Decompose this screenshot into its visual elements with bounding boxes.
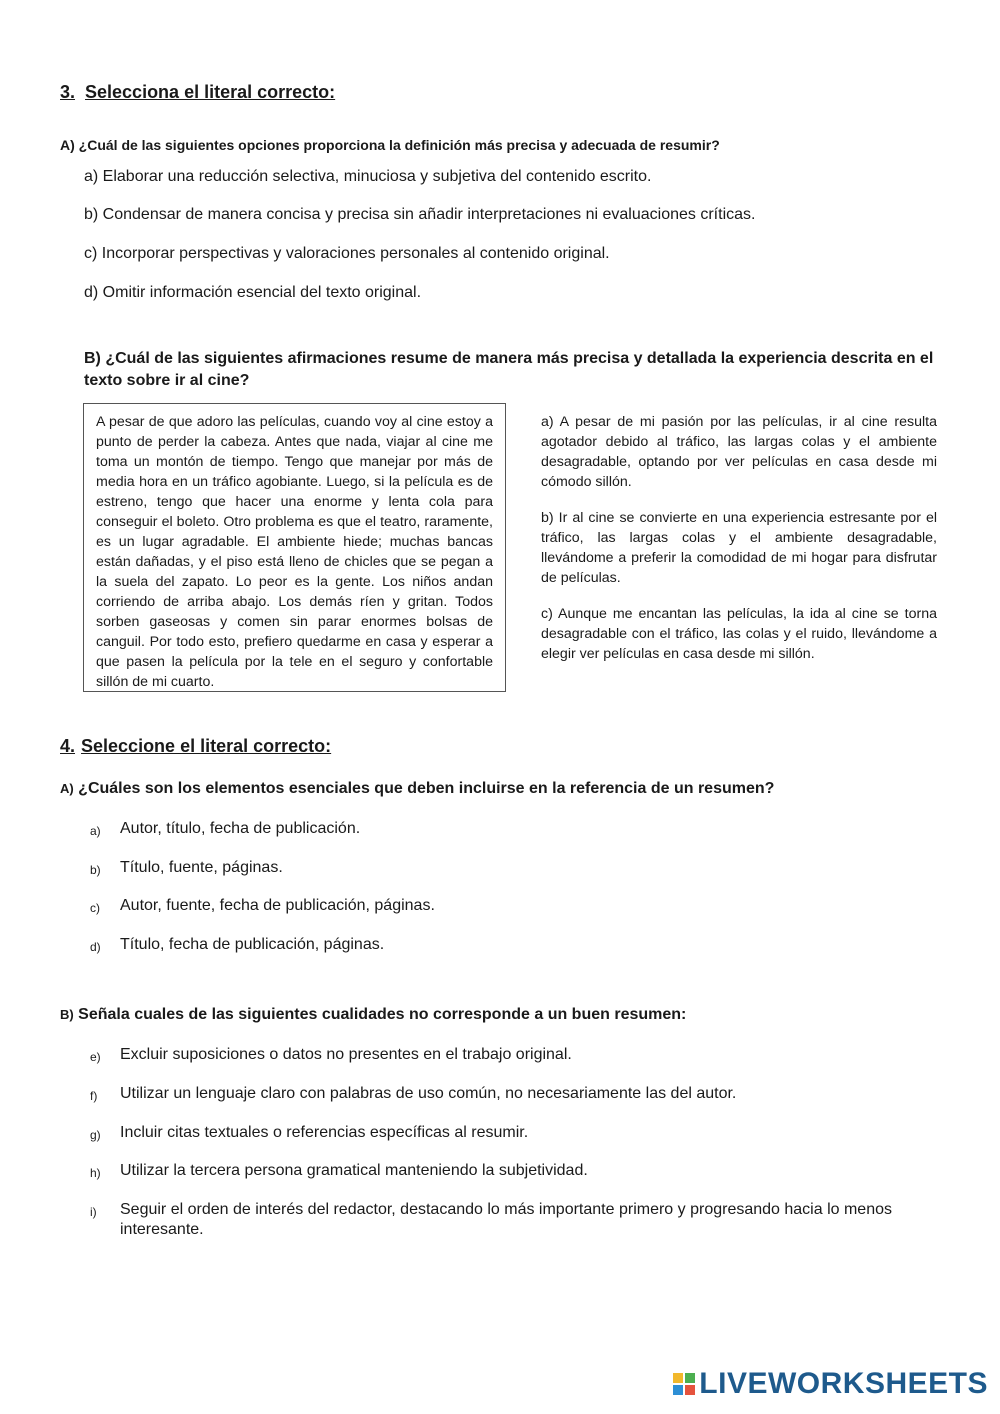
option-marker: c)	[90, 901, 100, 915]
section-4-number: 4.	[60, 736, 76, 756]
option-marker: h)	[90, 1166, 101, 1180]
option-marker: f)	[90, 1089, 98, 1103]
logo-square	[673, 1373, 683, 1383]
question-4a-text: ¿Cuáles son los elementos esenciales que deben incluirse en la referencia de un resumen?	[78, 780, 775, 797]
liveworksheets-logo[interactable]	[673, 1364, 988, 1404]
section-3-number: 3.	[60, 82, 76, 102]
option-marker: g)	[90, 1128, 101, 1142]
question-4a	[60, 780, 774, 798]
reading-passage: A pesar de que adoro las películas, cuando voy al cine estoy a punto de perder la cabeza. Antes que nada, viajar al cine me toma un montón de tiempo. Tengo que manejar por más de media hora en un tráfico agobiante. Luego, si la película es de estreno, tengo que hacer una enorme y lenta cola para conseguir el boleto. Otro problema es que el teatro, raramente, es un lugar agradable. El ambiente hiede; muchas bancas están dañadas, y el piso está lleno de chicles que se pegan a la suela del zapato. Lo peor es la gente. Los niños andan corriendo de arriba abajo. Los demás ríen y gritan. Todos sorben gaseosas y comen sin parar enormes bolsas de canguil. Por todo esto, prefiero quedarme en casa y esperar a que pasen la película por la tele en el seguro y confortable sillón de mi cuarto.	[83, 403, 506, 692]
option-marker: b)	[90, 863, 101, 877]
question-3b-options	[541, 412, 937, 680]
logo-square	[685, 1385, 695, 1395]
option-4b-i[interactable]	[90, 1200, 940, 1240]
option-4b-f[interactable]	[90, 1084, 940, 1104]
option-4a-a[interactable]	[90, 819, 940, 839]
question-4a-letter: A)	[60, 781, 74, 796]
question-3b: B) ¿Cuál de las siguientes afirmaciones resume de manera más precisa y detallada la experiencia descrita en el texto sobre ir al cine?	[84, 350, 934, 389]
option-text: Título, fecha de publicación, páginas.	[120, 936, 385, 953]
option-3b-c[interactable]: c) Aunque me encantan las películas, la ida al cine se torna desagradable con el tráfico, las colas y el ruido, llevándome a elegir ver películas en casa desde mi sillón.	[541, 606, 937, 662]
logo-text: LIVEWORKSHEETS	[699, 1367, 988, 1400]
section-4-title: Seleccione el literal correcto:	[81, 736, 332, 756]
question-4b-text: Señala cuales de las siguientes cualidades no corresponde a un buen resumen:	[78, 1006, 687, 1023]
question-4b	[60, 1006, 686, 1024]
question-4b-letter: B)	[60, 1007, 74, 1022]
logo-square	[685, 1373, 695, 1383]
option-marker: d)	[90, 940, 101, 954]
section-4-heading	[60, 736, 331, 757]
option-text: Incluir citas textuales o referencias específicas al resumir.	[120, 1124, 529, 1141]
option-4a-d[interactable]	[90, 935, 940, 955]
option-4b-g[interactable]	[90, 1123, 940, 1143]
option-4a-c[interactable]	[90, 896, 940, 916]
option-text: Excluir suposiciones o datos no presentes en el trabajo original.	[120, 1046, 572, 1063]
option-text: Título, fuente, páginas.	[120, 859, 283, 876]
option-4a-b[interactable]	[90, 858, 940, 878]
option-text: Utilizar la tercera persona gramatical manteniendo la subjetividad.	[120, 1162, 588, 1179]
option-3a-b[interactable]: b) Condensar de manera concisa y precisa sin añadir interpretaciones ni evaluaciones críticas.	[84, 206, 756, 223]
option-text: Seguir el orden de interés del redactor, destacando lo más importante primero y progresando hacia lo menos interesante.	[120, 1201, 892, 1238]
option-marker: i)	[90, 1205, 97, 1219]
option-3b-a[interactable]: a) A pesar de mi pasión por las películas, ir al cine resulta agotador debido al tráfico, las largas colas y el ambiente desagradable, optando por ver películas en casa desde mi cómodo sillón.	[541, 414, 937, 490]
section-3-heading	[60, 82, 335, 103]
option-text: Autor, título, fecha de publicación.	[120, 820, 361, 837]
logo-mark-icon	[673, 1373, 695, 1395]
option-marker: e)	[90, 1050, 101, 1064]
option-4b-h[interactable]	[90, 1161, 940, 1181]
option-text: Utilizar un lenguaje claro con palabras de uso común, no necesariamente las del autor.	[120, 1085, 737, 1102]
question-3a: A) ¿Cuál de las siguientes opciones proporciona la definición más precisa y adecuada de resumir?	[60, 137, 720, 153]
option-text: Autor, fuente, fecha de publicación, páginas.	[120, 897, 435, 914]
option-3a-d[interactable]: d) Omitir información esencial del texto original.	[84, 284, 422, 301]
option-3b-b[interactable]: b) Ir al cine se convierte en una experiencia estresante por el tráfico, las largas colas y el ambiente desagradable, llevándome a preferir la comodidad de mi hogar para disfrutar de películas.	[541, 510, 937, 586]
option-3a-a[interactable]: a) Elaborar una reducción selectiva, minuciosa y subjetiva del contenido escrito.	[84, 168, 652, 185]
option-marker: a)	[90, 824, 101, 838]
option-3a-c[interactable]: c) Incorporar perspectivas y valoraciones personales al contenido original.	[84, 245, 610, 262]
section-3-title: Selecciona el literal correcto:	[85, 82, 336, 102]
logo-square	[673, 1385, 683, 1395]
option-4b-e[interactable]	[90, 1045, 940, 1065]
